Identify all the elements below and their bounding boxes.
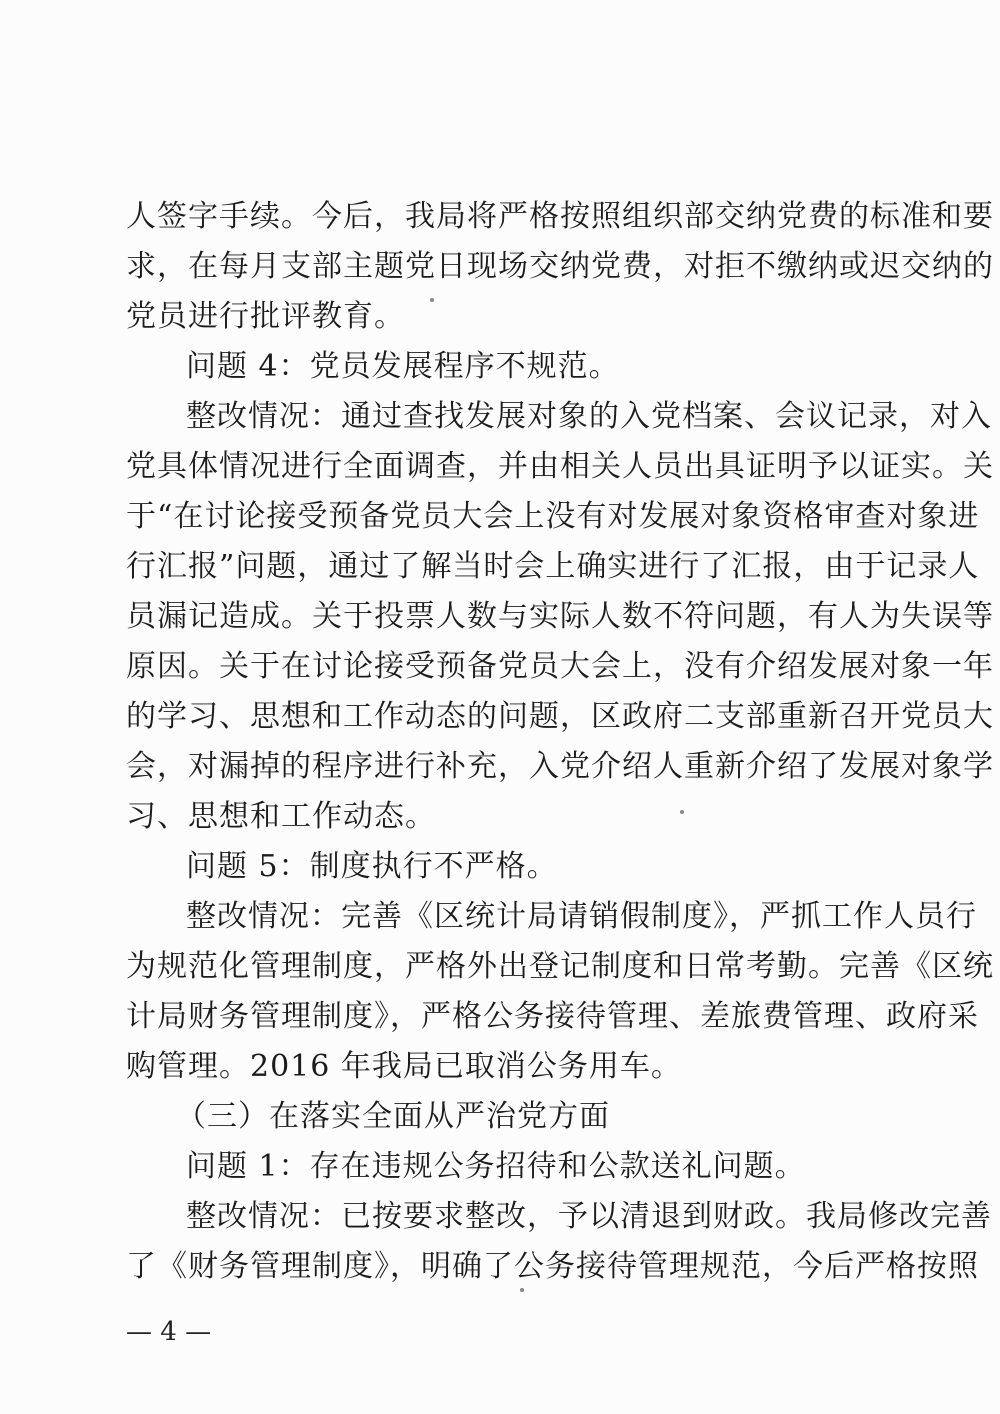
text-line-content: 的学习、思想和工作动态的问题，区政府二支部重新召开党员大 <box>126 699 994 734</box>
text-line <box>0 792 1000 842</box>
text-line-content: 员漏记造成。关于投票人数与实际人数不符问题，有人为失误等 <box>126 599 994 634</box>
text-line-content: 会，对漏掉的程序进行补充，入党介绍人重新介绍了发展对象学 <box>126 749 994 784</box>
text-line <box>0 642 1000 692</box>
text-line <box>0 1142 1000 1192</box>
text-line <box>0 692 1000 742</box>
text-line <box>0 492 1000 542</box>
text-line-content: 问题 1：存在违规公务招待和公款送礼问题。 <box>186 1149 806 1184</box>
text-line <box>0 1242 1000 1292</box>
text-line <box>0 742 1000 792</box>
text-line <box>0 592 1000 642</box>
text-line-content: 党具体情况进行全面调查，并由相关人员出具证明予以证实。关 <box>126 449 994 484</box>
text-line <box>0 542 1000 592</box>
text-line-content: 习、思想和工作动态。 <box>126 799 436 834</box>
text-line <box>0 942 1000 992</box>
text-line-content: 整改情况：已按要求整改，予以清退到财政。我局修改完善 <box>186 1199 992 1234</box>
text-line <box>0 342 1000 392</box>
text-line <box>0 992 1000 1042</box>
text-line-content: 为规范化管理制度，严格外出登记制度和日常考勤。完善《区统 <box>126 949 994 984</box>
text-line-content: 整改情况：通过查找发展对象的入党档案、会议记录，对入 <box>186 399 992 434</box>
text-line-content: 了《财务管理制度》，明确了公务接待管理规范，今后严格按照 <box>126 1249 979 1284</box>
text-line <box>0 392 1000 442</box>
text-line-content: （三）在落实全面从严治党方面 <box>176 1099 610 1134</box>
text-line-content: 问题 5：制度执行不严格。 <box>186 849 558 884</box>
text-line-content: 原因。关于在讨论接受预备党员大会上，没有介绍发展对象一年 <box>126 649 994 684</box>
text-line-content: 整改情况：完善《区统计局请销假制度》，严抓工作人员行 <box>186 899 977 934</box>
text-line <box>0 842 1000 892</box>
text-line <box>0 292 1000 342</box>
text-line <box>0 1092 1000 1142</box>
text-line-content: 购管理。2016 年我局已取消公务用车。 <box>126 1049 682 1084</box>
text-line <box>0 242 1000 292</box>
text-line-content: 计局财务管理制度》，严格公务接待管理、差旅费管理、政府采 <box>126 999 979 1034</box>
text-line <box>0 442 1000 492</box>
text-line-content: 人签字手续。今后，我局将严格按照组织部交纳党费的标准和要 <box>126 199 994 234</box>
text-line-content: 于“在讨论接受预备党员大会上没有对发展对象资格审查对象进 <box>126 499 980 534</box>
text-line <box>0 1042 1000 1092</box>
text-line-content: 求，在每月支部主题党日现场交纳党费，对拒不缴纳或迟交纳的 <box>126 249 994 284</box>
text-line-content: 党员进行批评教育。 <box>126 299 405 334</box>
page-number: — 4 — <box>126 1317 212 1347</box>
text-line-content: 问题 4：党员发展程序不规范。 <box>186 349 620 384</box>
text-line <box>0 892 1000 942</box>
text-line <box>0 192 1000 242</box>
text-line <box>0 1192 1000 1242</box>
text-line-content: 行汇报”问题，通过了解当时会上确实进行了汇报，由于记录人 <box>126 549 980 584</box>
